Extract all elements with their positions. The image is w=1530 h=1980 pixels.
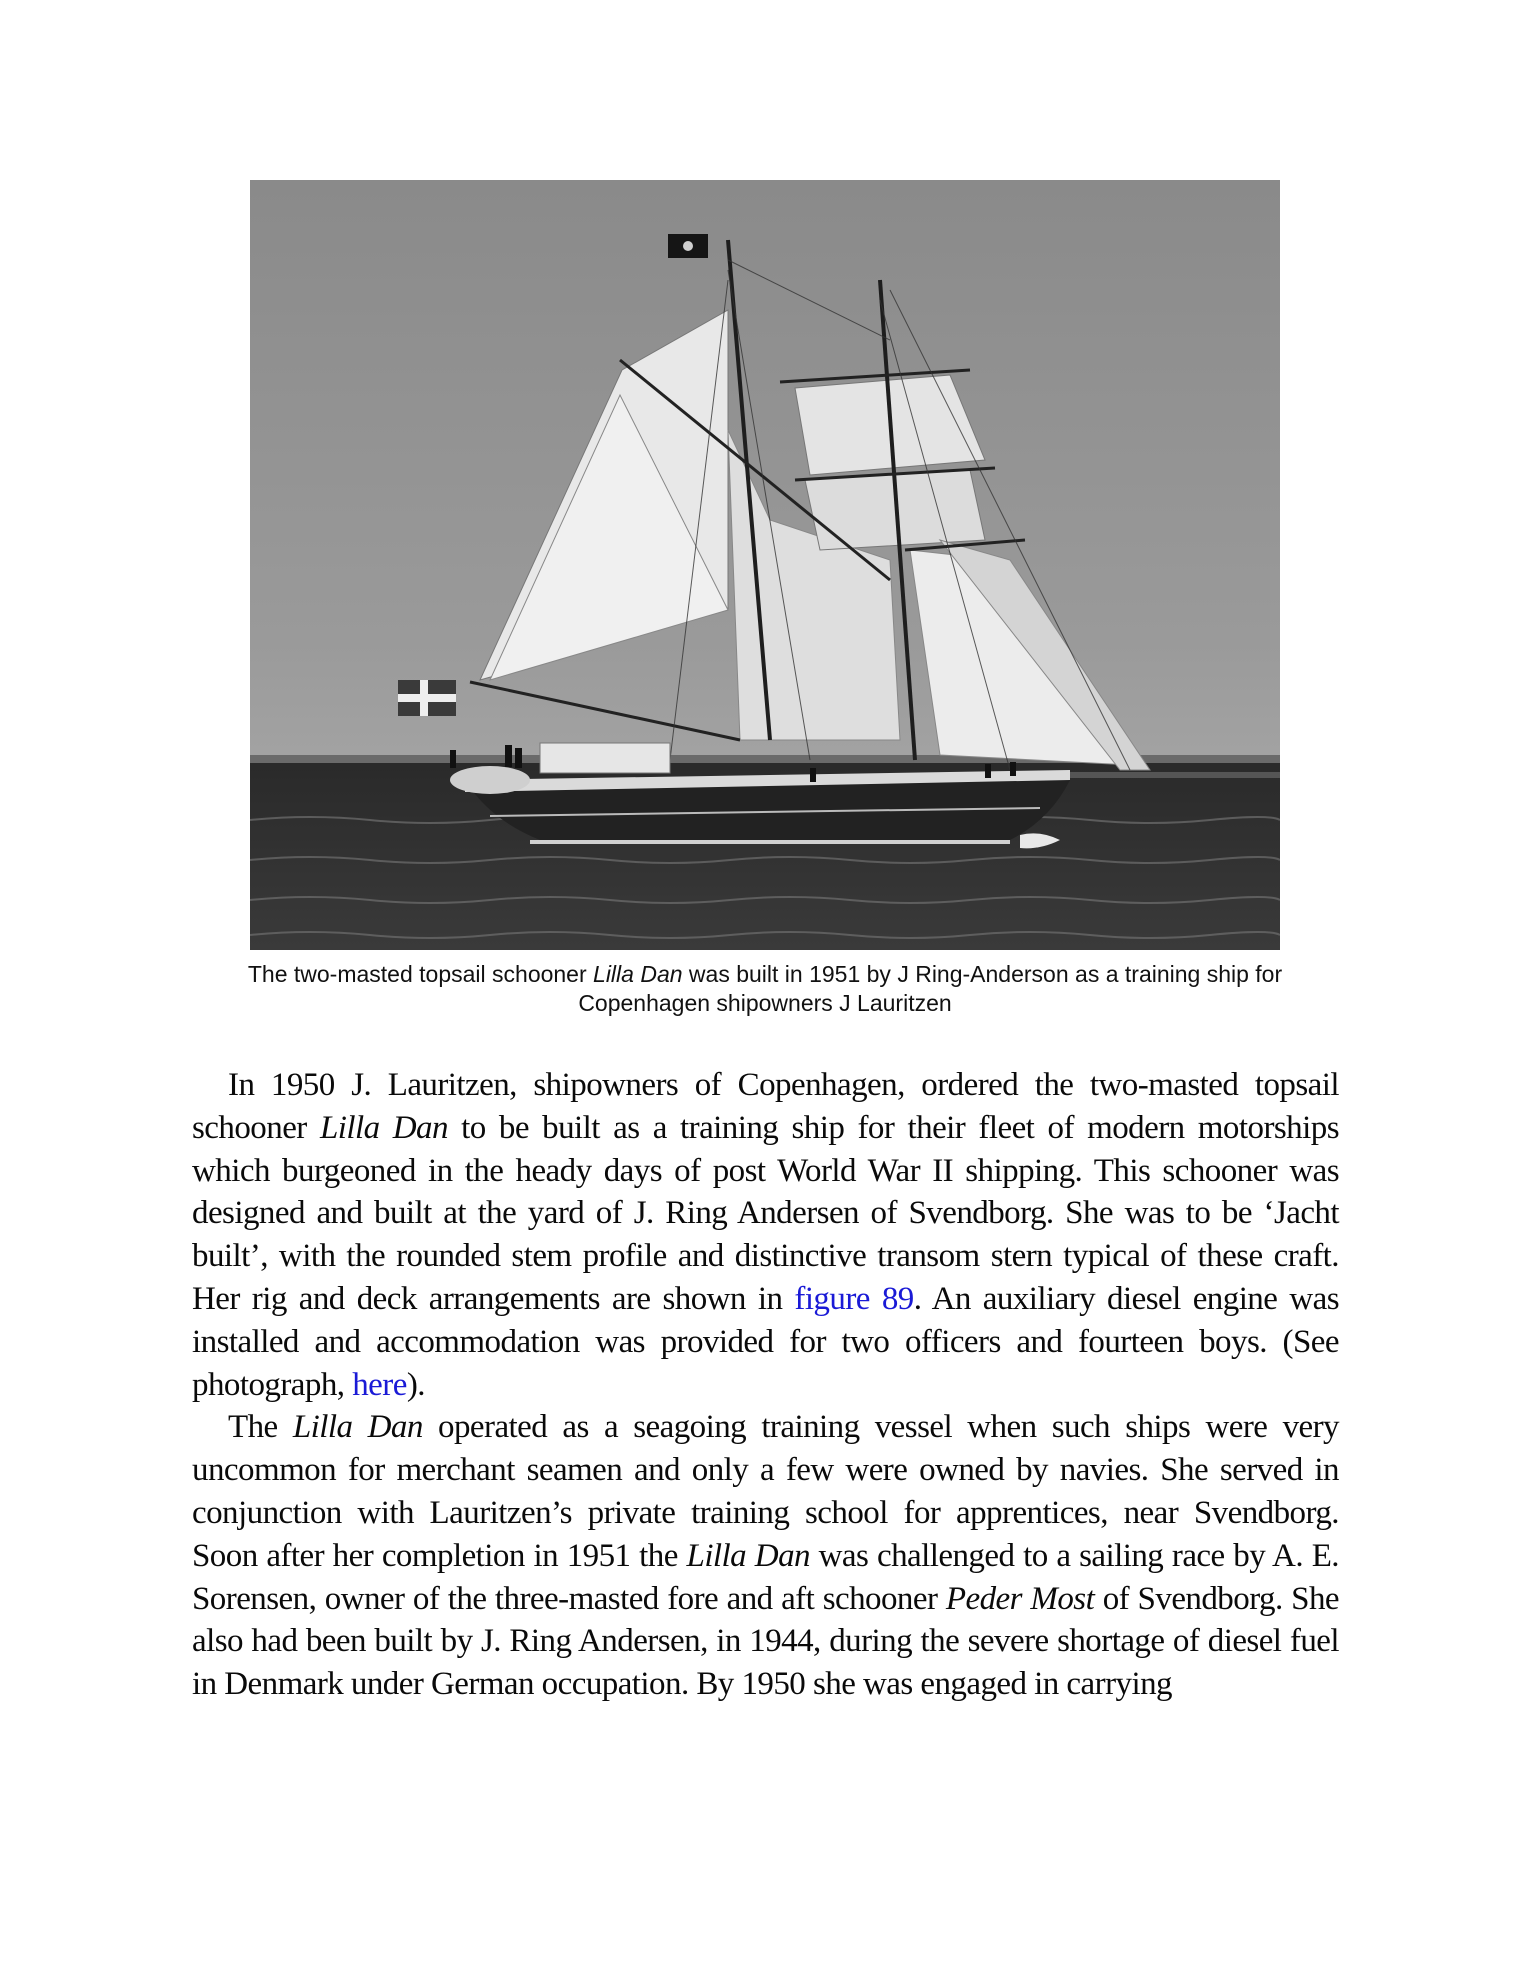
schooner-photo-illustration [250, 180, 1280, 950]
text-run: was challenged to a sailing race by A. E. Sorensen, owner of the three-masted fore and aft schooner [192, 1537, 1339, 1617]
text-run: of Svendborg. She also had been built by J. Ring Andersen, in 1944, during the severe shortage of diesel fuel in Denmark under German occupation. By 1950 she was engaged in carrying [192, 1580, 1340, 1703]
figure-89-link[interactable]: figure 89 [794, 1280, 914, 1317]
text-run: operated as a seagoing training vessel when such ships were very uncommon for merchant seamen and only a few were owned by navies. She served in conjunction with Lauritzen’s private training school for apprentices, near Svendborg. Soon after her completion in 1951 the [192, 1409, 1340, 1574]
paragraph-1 [192, 1064, 1339, 1406]
figure-caption [190, 960, 1340, 1018]
text-run: ). [406, 1366, 425, 1403]
article-body [192, 1064, 1339, 1706]
text-run: The [228, 1409, 293, 1446]
ship-name-italic: Lilla Dan [319, 1109, 448, 1146]
caption-ship-name: Lilla Dan [593, 961, 683, 987]
caption-text: The two-masted topsail schooner [247, 961, 594, 987]
ship-name-italic: Lilla Dan [686, 1537, 810, 1574]
paragraph-2 [192, 1406, 1339, 1706]
text-run: In 1950 J. Lauritzen, shipowners of Copenhagen, ordered the two-masted topsail schooner [192, 1067, 1339, 1146]
ship-name-italic: Peder Most [945, 1580, 1095, 1617]
text-run: to be built as a training ship for their fleet of modern motorships which burgeoned in the heady days of post World War II shipping. This schooner was designed and built at the yard of J. Ring Andersen of Svendborg. She was to be ‘Jacht built’, with the rounded stem profile and distinctive transom stern typical of these craft. Her rig and deck arrangements are shown in [192, 1109, 1339, 1317]
photograph-here-link[interactable]: here [352, 1366, 407, 1403]
ship-name-italic: Lilla Dan [292, 1409, 423, 1446]
text-run: . An auxiliary diesel engine was installed and accommodation was provided for two officers and fourteen boys. (See photograph, [192, 1280, 1339, 1403]
schooner-photograph [250, 180, 1280, 950]
caption-text-continued: was built in 1951 by J Ring-Anderson as a training ship for Copenhagen shipowners J Lauritzen [578, 961, 1283, 1016]
